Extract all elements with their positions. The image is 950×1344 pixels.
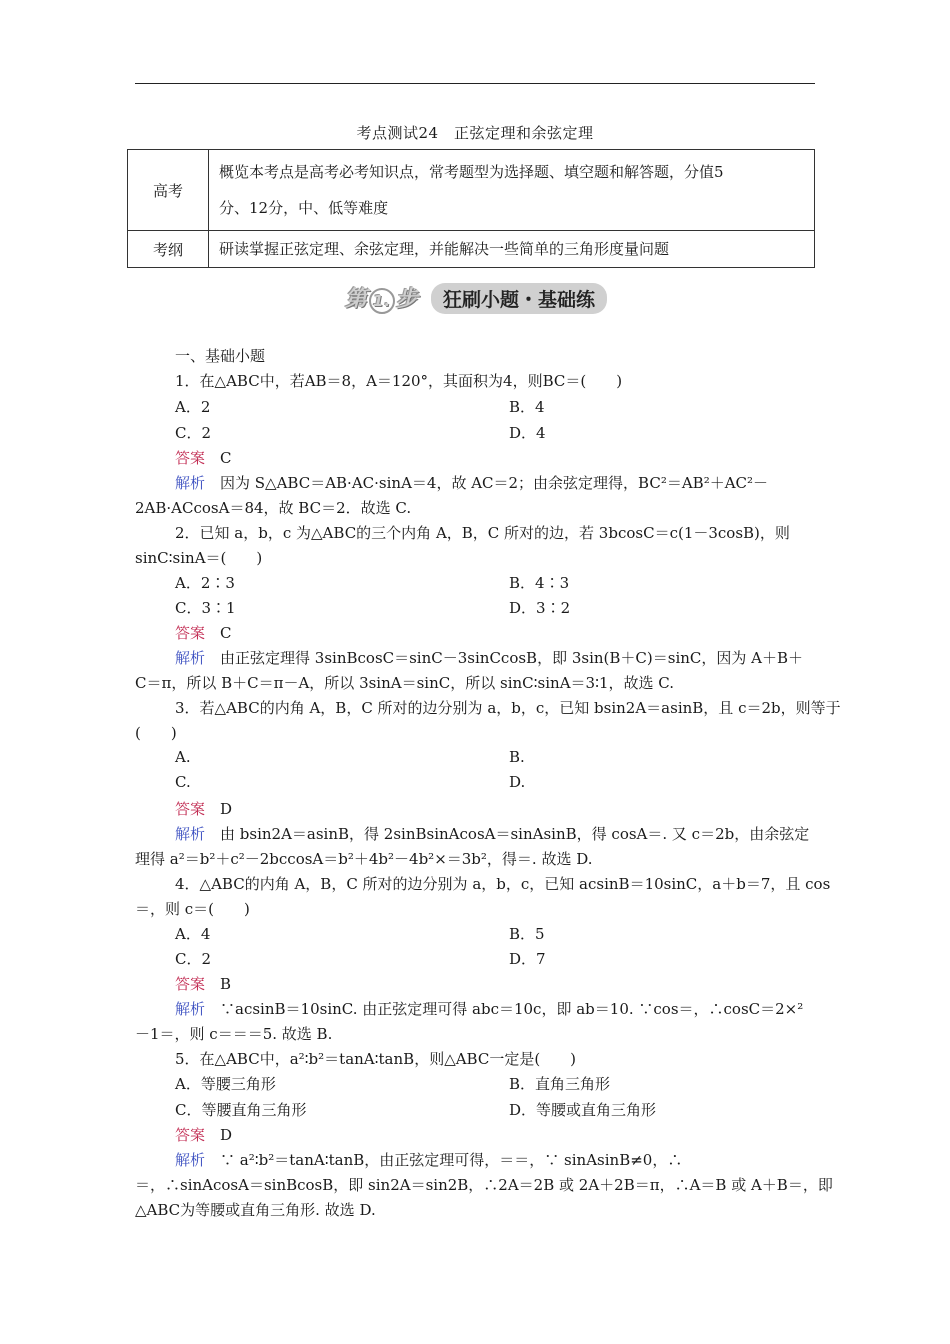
answer-line bbox=[175, 798, 232, 819]
info-table bbox=[127, 149, 815, 268]
answer-value: C bbox=[220, 449, 232, 467]
table-row bbox=[128, 231, 815, 268]
explanation-label: 解析 bbox=[175, 1000, 221, 1018]
explanation-label: 解析 bbox=[175, 825, 221, 843]
table-value: 概览本考点是高考必考知识点，常考题型为选择题、填空题和解答题，分值5 分、12分，中、低等难度 bbox=[209, 150, 815, 231]
answer-value: D bbox=[220, 800, 233, 818]
answer-line bbox=[175, 1124, 232, 1145]
text-line: 解析 由正弦定理得 3sinBcosC＝sinC－3sinCcosB，即 3sin(B＋C)＝sinC，因为 A＋B＋ bbox=[175, 649, 804, 667]
text-line: C．3∶1 bbox=[175, 599, 236, 617]
text-line: C. bbox=[175, 773, 191, 791]
text-line: A. bbox=[175, 748, 191, 766]
answer-label: 答案 bbox=[175, 1126, 221, 1144]
table-row bbox=[128, 150, 815, 231]
answer-value: D bbox=[220, 1126, 233, 1144]
table-key: 考纲 bbox=[128, 231, 209, 268]
text-line: 解析 ∵acsinB＝10sinC. 由正弦定理可得 abc＝10c，即 ab＝10. ∵cos＝，∴cosC＝2×² bbox=[175, 1000, 804, 1018]
text-line: C＝π，所以 B＋C＝π－A，所以 3sinA＝sinC，所以 sinC∶sinA＝3∶1，故选 C. bbox=[135, 674, 674, 692]
text-line: D．等腰或直角三角形 bbox=[509, 1101, 657, 1119]
answer-value: C bbox=[220, 624, 232, 642]
text-line: B．5 bbox=[509, 925, 545, 943]
explanation-label: 解析 bbox=[175, 1151, 221, 1169]
text-line: B．4 bbox=[509, 398, 545, 416]
text-line: A．4 bbox=[175, 925, 211, 943]
text-line: A．等腰三角形 bbox=[175, 1075, 276, 1093]
answer-line bbox=[175, 447, 232, 468]
text-line: D. bbox=[509, 773, 526, 791]
answer-value: B bbox=[220, 975, 232, 993]
text-line: A．2∶3 bbox=[175, 574, 235, 592]
text-line: C．2 bbox=[175, 950, 212, 968]
text-line: 4．△ABC的内角 A，B，C 所对的边分别为 a，b，c，已知 acsinB＝10sinC，a＋b＝7，且 cos bbox=[175, 875, 831, 893]
text-line: 1．在△ABC中，若AB＝8，A＝120°，其面积为4，则BC＝( ) bbox=[175, 372, 623, 390]
section-heading: 一、基础小题 bbox=[175, 347, 266, 365]
text-line: C．2 bbox=[175, 424, 212, 442]
text-line: 5．在△ABC中，a²∶b²＝tanA∶tanB，则△ABC一定是( ) bbox=[175, 1050, 577, 1068]
text-line: △ABC为等腰或直角三角形. 故选 D. bbox=[135, 1201, 376, 1219]
answer-label: 答案 bbox=[175, 449, 221, 467]
text-line: 3．若△ABC的内角 A，B，C 所对的边分别为 a，b，c，已知 bsin2A＝asinB，且 c＝2b，则等于 bbox=[175, 699, 841, 717]
explanation-label: 解析 bbox=[175, 649, 221, 667]
step-banner bbox=[345, 284, 607, 312]
text-line: B．4∶3 bbox=[509, 574, 570, 592]
answer-line bbox=[175, 973, 231, 994]
text-line: －1＝，则 c＝＝＝5. 故选 B. bbox=[135, 1025, 333, 1043]
header-rule bbox=[135, 83, 815, 84]
text-line: ( ) bbox=[135, 724, 177, 742]
table-key: 高考 bbox=[128, 150, 209, 231]
text-line: sinC∶sinA＝( ) bbox=[135, 549, 263, 567]
step-pill: 狂刷小题・基础练 bbox=[431, 283, 607, 314]
table-value: 研读掌握正弦定理、余弦定理，并能解决一些简单的三角形度量问题 bbox=[209, 231, 815, 268]
answer-line bbox=[175, 622, 232, 643]
text-line: A．2 bbox=[175, 398, 211, 416]
text-line: D．4 bbox=[509, 424, 546, 442]
text-line: 理得 a²＝b²＋c²－2bccosA＝b²＋4b²－4b²×＝3b²，得＝. 故选 D. bbox=[135, 850, 593, 868]
text-line: 解析 由 bsin2A＝asinB，得 2sinBsinAcosA＝sinAsinB，得 cosA＝. 又 c＝2b，由余弦定 bbox=[175, 825, 810, 843]
answer-label: 答案 bbox=[175, 800, 221, 818]
text-line: D．7 bbox=[509, 950, 546, 968]
text-line: 解析 ∵ a²∶b²＝tanA∶tanB，由正弦定理可得，＝＝，∵ sinAsinB≠0，∴ bbox=[175, 1151, 683, 1169]
text-line: 解析 因为 S△ABC＝AB·AC·sinA＝4，故 AC＝2；由余弦定理得，BC²＝AB²＋AC²－ bbox=[175, 474, 769, 492]
text-line: B. bbox=[509, 748, 525, 766]
text-line: C．等腰直角三角形 bbox=[175, 1101, 307, 1119]
answer-label: 答案 bbox=[175, 624, 221, 642]
explanation-label: 解析 bbox=[175, 474, 221, 492]
answer-label: 答案 bbox=[175, 975, 221, 993]
step-label: 第 1. 步 bbox=[345, 287, 420, 312]
text-line: ＝，则 c＝( ) bbox=[135, 900, 250, 918]
text-line: D．3∶2 bbox=[509, 599, 571, 617]
page-title: 考点测试24 正弦定理和余弦定理 bbox=[356, 124, 594, 142]
text-line: ＝，∴sinAcosA＝sinBcosB，即 sin2A＝sin2B，∴2A＝2B 或 2A＋2B＝π，∴A＝B 或 A＋B＝，即 bbox=[135, 1176, 833, 1194]
text-line: 2AB·ACcosA＝84，故 BC＝2．故选 C. bbox=[135, 499, 412, 517]
text-line: B．直角三角形 bbox=[509, 1075, 611, 1093]
text-line: 2．已知 a，b，c 为△ABC的三个内角 A，B，C 所对的边，若 3bcosC＝c(1－3cosB)，则 bbox=[175, 524, 790, 542]
